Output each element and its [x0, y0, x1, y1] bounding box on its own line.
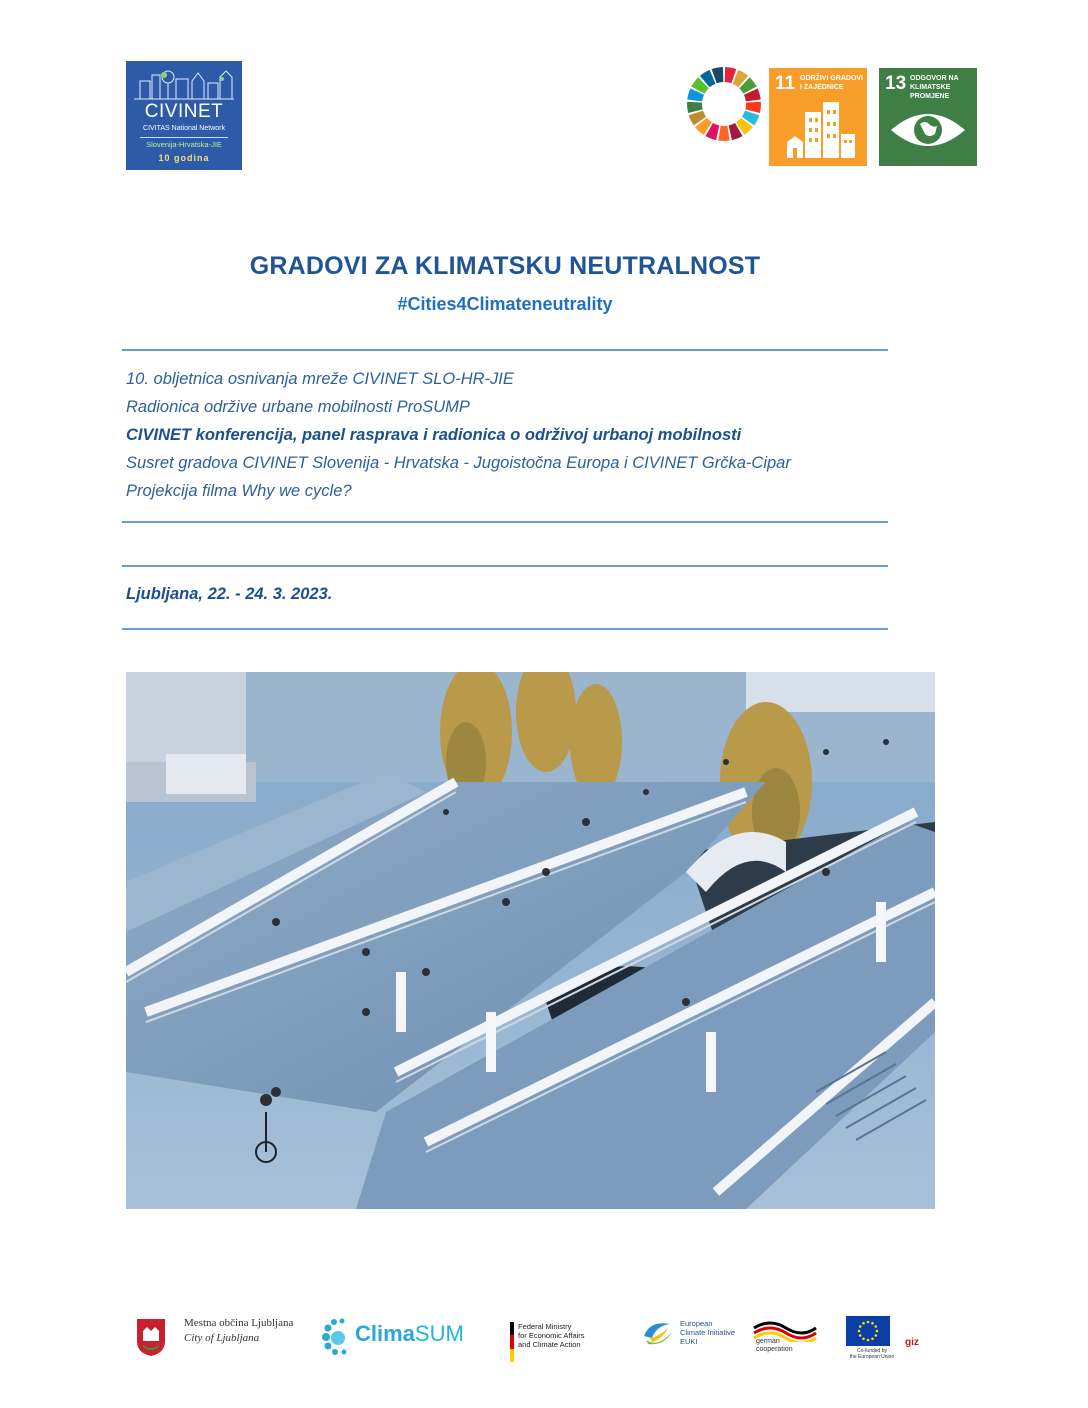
euki-swirl-icon — [642, 1318, 674, 1348]
euki-line: EUKI — [680, 1337, 698, 1346]
divider — [122, 521, 888, 523]
civinet-name: CIVINET — [144, 101, 224, 122]
divider — [122, 565, 888, 567]
sdg-wheel-icon — [686, 66, 762, 142]
eye-globe-icon — [879, 68, 977, 166]
civinet-logo — [126, 61, 242, 170]
sdg-13-number: 13 — [885, 73, 907, 94]
sdg-13-tile — [879, 68, 977, 166]
program-line: 10. obljetnica osnivanja mreže CIVINET SLO-HR-JIE — [126, 370, 514, 388]
euki-logo-text — [680, 1319, 735, 1346]
program-line: Radionica održive urbane mobilnosti ProSUMP — [126, 398, 470, 416]
eu-cofunded-text — [842, 1348, 902, 1360]
civinet-subtitle: CIVITAS National Network — [143, 125, 225, 132]
document-title: GRADOVI ZA KLIMATSKU NEUTRALNOST — [249, 252, 761, 280]
sdg-11-tile — [769, 68, 867, 166]
eu-star — [871, 1322, 874, 1325]
eu-star — [876, 1330, 879, 1333]
eu-star — [862, 1337, 865, 1340]
bmwk-line: and Climate Action — [518, 1340, 581, 1349]
city-skyline-icon — [134, 67, 234, 101]
eu-line: the European Union — [849, 1354, 895, 1360]
eu-star — [859, 1325, 862, 1328]
euki-line: Climate Initiative — [680, 1328, 736, 1337]
civinet-divider — [140, 137, 228, 138]
sdg-11-number: 11 — [775, 73, 796, 94]
eu-star — [874, 1334, 877, 1337]
program-line: Susret gradova CIVINET Slovenija - Hrvatska - Jugoistočna Europa i CIVINET Grčka-Cipar — [126, 454, 791, 472]
giz-logo: giz — [905, 1337, 919, 1348]
hashtag: #Cities4Climateneutrality — [397, 294, 613, 314]
gc-line: cooperation — [756, 1346, 793, 1353]
eu-star — [859, 1334, 862, 1337]
dateline: Ljubljana, 22. - 24. 3. 2023. — [126, 585, 333, 603]
bmwk-logo-text — [518, 1322, 585, 1349]
sdg-11-label: ODRŽIVI GRADOVI I ZAJEDNICE — [800, 75, 864, 91]
civinet-years: 10 godina — [158, 153, 210, 163]
sdg-wheel-segment — [718, 126, 729, 141]
bmwk-line: Federal Ministry — [518, 1322, 572, 1331]
eu-line: Co-funded by — [856, 1348, 888, 1354]
civinet-region: Slovenija-Hrvatska-JIE — [146, 140, 222, 149]
ljubljana-name-en: City of Ljubljana — [184, 1332, 260, 1344]
climasum-part1: Clima — [355, 1321, 415, 1346]
sdg-wheel-segment — [745, 102, 761, 113]
eu-star — [874, 1325, 877, 1328]
sdg-wheel-segment — [687, 102, 703, 113]
city-buildings-icon — [769, 68, 867, 166]
ljubljana-crest-icon — [135, 1317, 167, 1357]
gc-line: german — [756, 1338, 780, 1345]
eu-star — [862, 1322, 865, 1325]
eu-star — [867, 1321, 870, 1324]
program-line-highlight: CIVINET konferencija, panel rasprava i radionica o održivoj urbanoj mobilnosti — [126, 426, 742, 444]
german-cooperation-text — [756, 1338, 793, 1354]
climasum-part2: SUM — [414, 1321, 464, 1346]
euki-line: European — [680, 1319, 713, 1328]
eu-star — [867, 1339, 870, 1342]
climasum-logo-text — [355, 1321, 464, 1347]
eu-star — [871, 1337, 874, 1340]
sdg-13-label: ODGOVOR NA KLIMATSKE PROMJENE — [910, 75, 959, 100]
ljubljana-logo-text — [184, 1316, 293, 1346]
ljubljana-name-sl: Mestna občina Ljubljana — [184, 1317, 294, 1329]
eu-flag-icon — [846, 1316, 890, 1346]
eu-star — [858, 1330, 861, 1333]
program-line: Projekcija filma Why we cycle? — [126, 482, 352, 500]
divider — [122, 628, 888, 630]
divider — [122, 349, 888, 351]
german-flag-icon — [510, 1322, 514, 1362]
climasum-dots-icon — [322, 1316, 356, 1356]
photo-triple-bridge — [126, 672, 935, 1209]
bmwk-line: for Economic Affairs — [518, 1331, 585, 1340]
